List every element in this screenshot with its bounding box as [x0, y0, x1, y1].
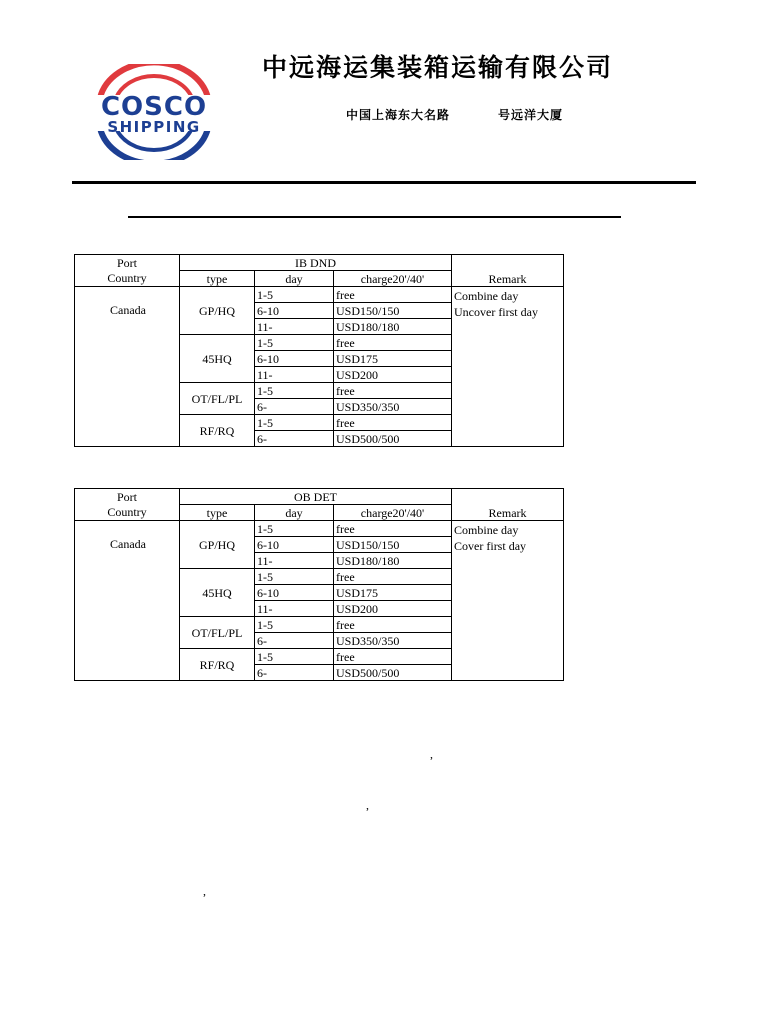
table-row	[75, 521, 564, 537]
remark-line: Combine day	[454, 289, 519, 303]
charge-cell: free	[334, 521, 452, 537]
charge-cell: USD200	[334, 367, 452, 383]
charge-cell: free	[334, 287, 452, 303]
charge-cell: USD350/350	[334, 399, 452, 415]
charge-cell: USD350/350	[334, 633, 452, 649]
charge-cell: USD150/150	[334, 537, 452, 553]
day-range-cell: 6-10	[255, 351, 334, 367]
ob-det-table	[74, 488, 564, 681]
port-header-label: Port	[116, 489, 137, 504]
day-range-cell: 11-	[255, 601, 334, 617]
header-divider	[72, 181, 696, 184]
day-range-cell: 1-5	[255, 287, 334, 303]
logo-text-cosco: COSCO	[100, 92, 208, 122]
remark-line: Uncover first day	[454, 305, 538, 319]
day-range-cell: 11-	[255, 367, 334, 383]
charge-cell: USD180/180	[334, 319, 452, 335]
charge-cell: free	[334, 383, 452, 399]
charge-cell: USD180/180	[334, 553, 452, 569]
container-type-cell: GP/HQ	[180, 287, 255, 335]
charge-cell: free	[334, 415, 452, 431]
day-range-cell: 6-	[255, 665, 334, 681]
charge-cell: free	[334, 649, 452, 665]
remark-cell	[452, 287, 564, 447]
cosco-shipping-logo	[78, 64, 230, 160]
footer-mark-2: ,	[366, 798, 369, 812]
logo-text-shipping: SHIPPING	[107, 118, 201, 136]
charge-cell: free	[334, 617, 452, 633]
country-cell: Canada	[75, 287, 180, 447]
container-type-cell: 45HQ	[180, 335, 255, 383]
country-header-label: Country	[107, 504, 147, 519]
footer-mark-1: ,	[430, 747, 433, 761]
charge-cell: USD175	[334, 351, 452, 367]
day-range-cell: 1-5	[255, 649, 334, 665]
company-name: 中远海运集装箱运输有限公司	[262, 53, 614, 82]
remark-cell	[452, 521, 564, 681]
day-range-cell: 1-5	[255, 335, 334, 351]
day-range-cell: 1-5	[255, 415, 334, 431]
remark-line: Combine day	[454, 523, 519, 537]
address-part-2: 号远洋大厦	[498, 108, 564, 122]
footer-mark-3: ,	[203, 884, 206, 898]
day-range-cell: 1-5	[255, 569, 334, 585]
port-country-header	[75, 489, 180, 521]
day-header: day	[255, 505, 334, 521]
container-type-cell: RF/RQ	[180, 649, 255, 681]
charge-cell: USD175	[334, 585, 452, 601]
day-range-cell: 1-5	[255, 521, 334, 537]
day-range-cell: 6-	[255, 633, 334, 649]
remark-header: Remark	[452, 489, 564, 521]
container-type-cell: GP/HQ	[180, 521, 255, 569]
charge-cell: free	[334, 335, 452, 351]
charge-cell: USD150/150	[334, 303, 452, 319]
country-cell: Canada	[75, 521, 180, 681]
remark-header: Remark	[452, 255, 564, 287]
country-header-label: Country	[107, 270, 147, 285]
charge-header: charge20'/40'	[334, 505, 452, 521]
type-header: type	[180, 271, 255, 287]
day-range-cell: 1-5	[255, 383, 334, 399]
container-type-cell: 45HQ	[180, 569, 255, 617]
day-range-cell: 6-10	[255, 585, 334, 601]
container-type-cell: RF/RQ	[180, 415, 255, 447]
container-type-cell: OT/FL/PL	[180, 383, 255, 415]
day-range-cell: 6-10	[255, 303, 334, 319]
type-header: type	[180, 505, 255, 521]
table-title: IB DND	[180, 255, 452, 271]
table-title: OB DET	[180, 489, 452, 505]
ib-dnd-table	[74, 254, 564, 447]
table-row	[75, 287, 564, 303]
remark-line: Cover first day	[454, 539, 527, 553]
address-part-1: 中国上海东大名路	[346, 108, 451, 122]
port-country-header	[75, 255, 180, 287]
charge-cell: USD500/500	[334, 665, 452, 681]
day-range-cell: 6-10	[255, 537, 334, 553]
container-type-cell: OT/FL/PL	[180, 617, 255, 649]
day-range-cell: 1-5	[255, 617, 334, 633]
day-range-cell: 6-	[255, 431, 334, 447]
title-underline	[128, 216, 621, 218]
charge-cell: USD500/500	[334, 431, 452, 447]
day-range-cell: 6-	[255, 399, 334, 415]
charge-cell: free	[334, 569, 452, 585]
charge-header: charge20'/40'	[334, 271, 452, 287]
charge-cell: USD200	[334, 601, 452, 617]
day-header: day	[255, 271, 334, 287]
day-range-cell: 11-	[255, 553, 334, 569]
port-header-label: Port	[116, 255, 137, 270]
day-range-cell: 11-	[255, 319, 334, 335]
